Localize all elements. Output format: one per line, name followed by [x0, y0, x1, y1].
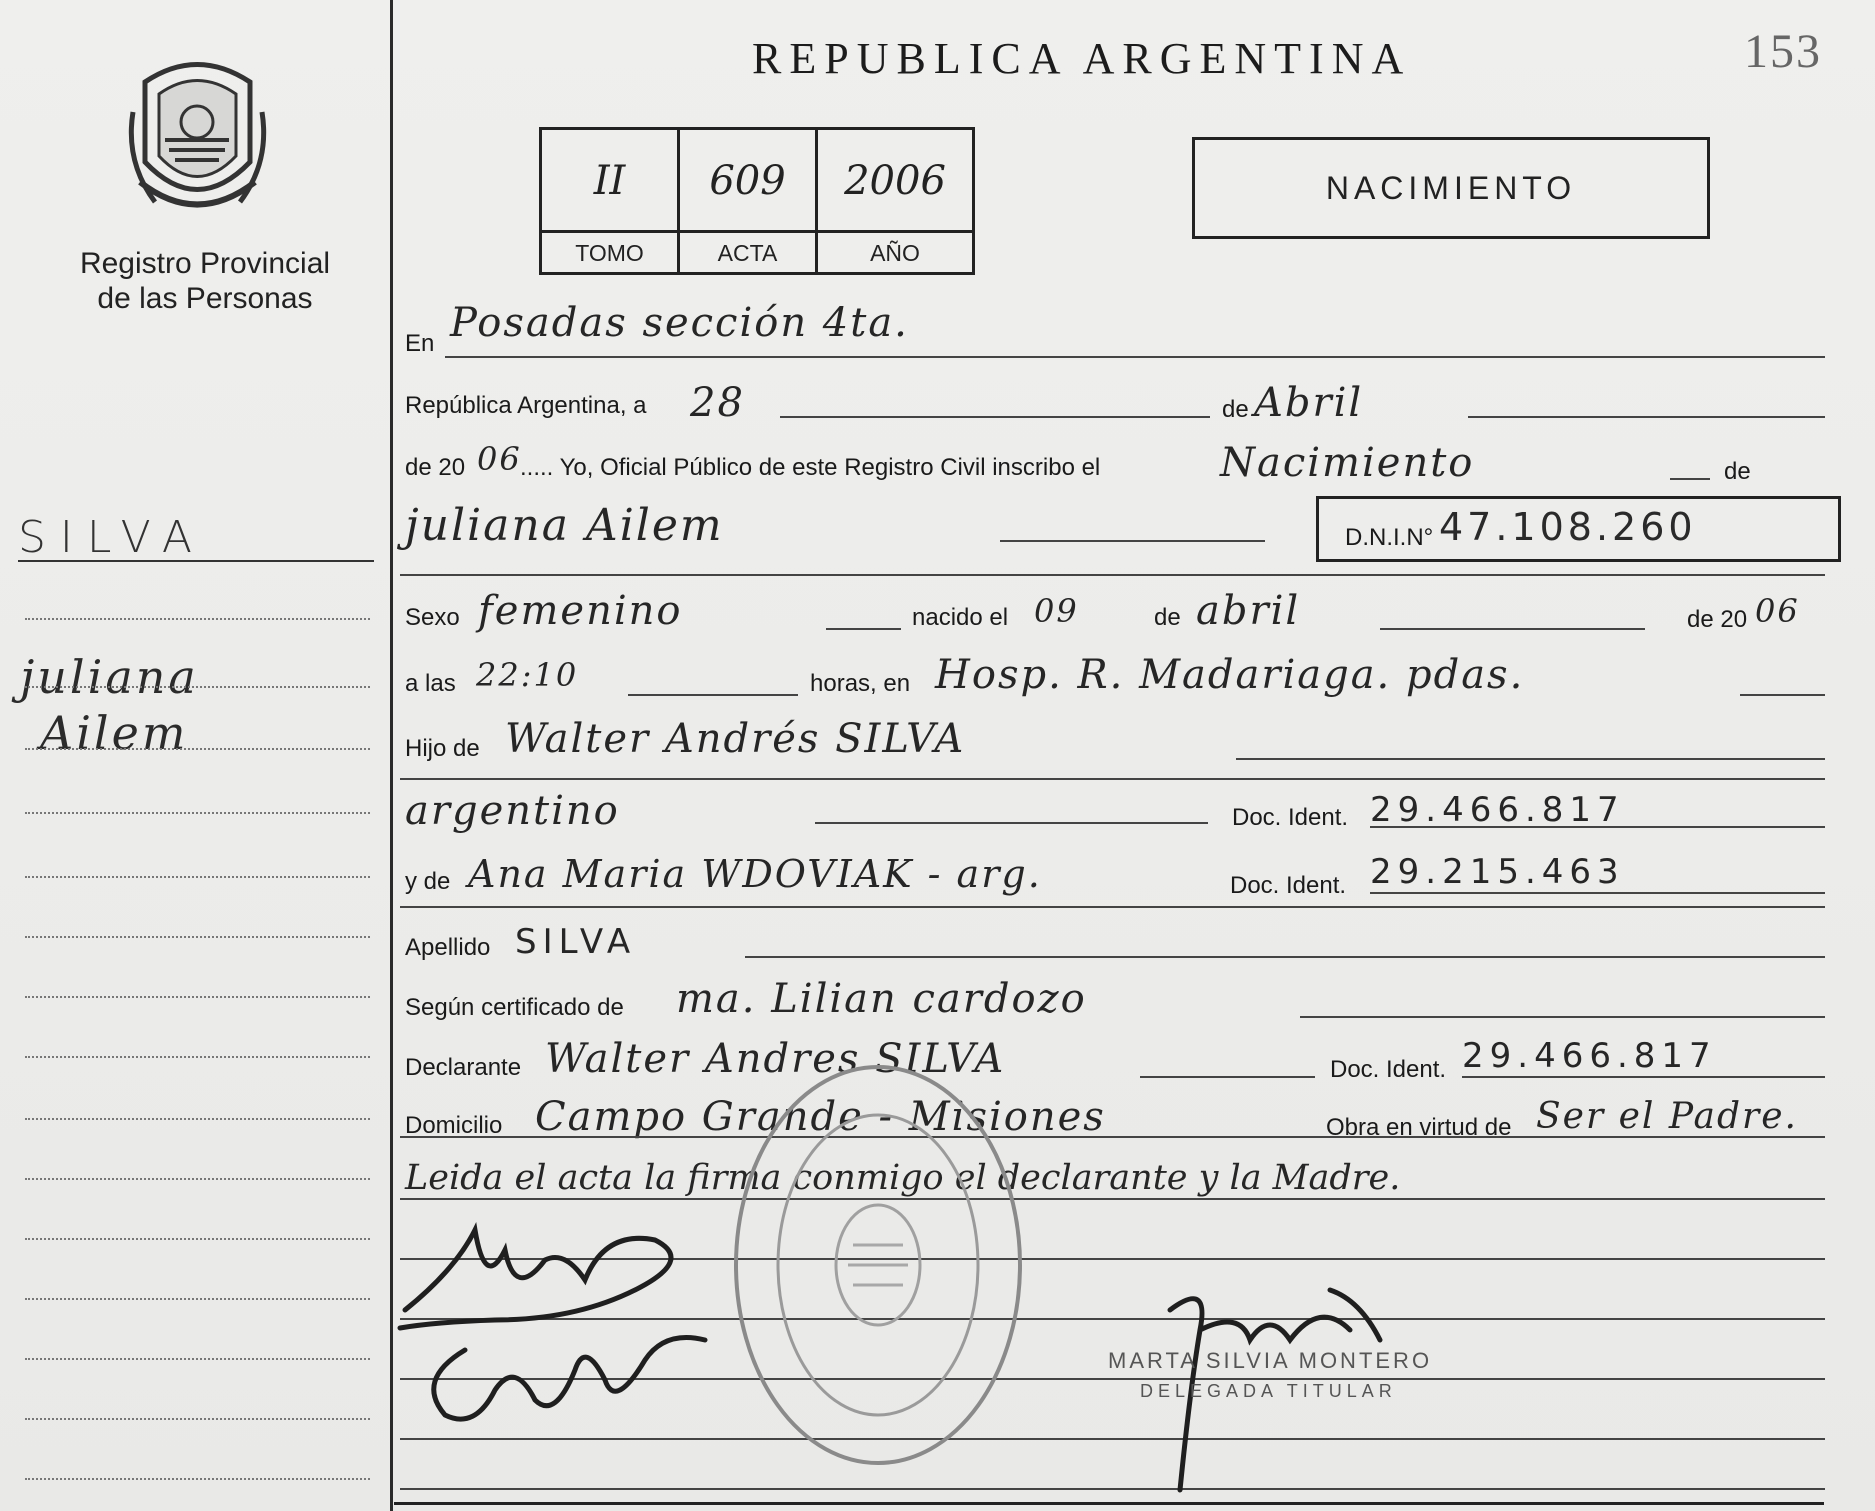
event-value: Nacimiento: [1220, 440, 1475, 486]
form-line: [826, 628, 901, 630]
margin-dotted-line: [25, 686, 370, 688]
certificate-label: Según certificado de: [405, 994, 624, 1021]
father-doc-value: 29.466.817: [1370, 790, 1625, 830]
month-value: Abril: [1254, 380, 1364, 426]
declarant-doc-value: 29.466.817: [1462, 1036, 1717, 1076]
place-value: Posadas sección 4ta.: [450, 300, 909, 346]
form-line: [445, 356, 1825, 358]
form-line: [400, 1198, 1825, 1200]
sex-value: femenino: [478, 588, 683, 634]
domicile-value: Campo Grande - Misiones: [535, 1094, 1106, 1140]
dni-box: [1316, 496, 1841, 562]
form-line: [1670, 478, 1710, 480]
margin-given-name-line1: juliana: [20, 650, 199, 704]
margin-dotted-line: [25, 876, 370, 878]
ano-label: AÑO: [818, 230, 972, 275]
born-year-label: de 20: [1687, 606, 1748, 633]
acta-value: 609: [709, 158, 786, 204]
doc-ident-label: Doc. Ident.: [1232, 804, 1349, 831]
at-label: a las: [405, 670, 456, 697]
margin-dotted-line: [25, 936, 370, 938]
form-line: [815, 822, 1208, 824]
bottom-rule: [394, 1502, 1824, 1505]
form-line: [628, 694, 798, 696]
margin-dotted-line: [25, 812, 370, 814]
sex-label: Sexo: [405, 604, 460, 631]
inscribe-label: ..... Yo, Oficial Público de este Registro Civil inscribo el: [520, 454, 1101, 481]
de-label: de: [1222, 396, 1249, 423]
born-label: nacido el: [912, 604, 1009, 631]
record-type-box: NACIMIENTO: [1192, 137, 1710, 239]
certificate-value: ma. Lilian cardozo: [676, 976, 1087, 1022]
registry-stamp-icon: [728, 1060, 1028, 1470]
margin-dotted-line: [25, 1056, 370, 1058]
coat-of-arms-icon: [125, 52, 270, 222]
margin-dotted-line: [25, 996, 370, 998]
de-label-2: de: [1724, 458, 1751, 485]
margin-dotted-line: [25, 748, 370, 750]
margin-dotted-line: [25, 1298, 370, 1300]
domicile-label: Domicilio: [405, 1112, 503, 1139]
born-year-value: 06: [1755, 592, 1800, 630]
father-value: Walter Andrés SILVA: [505, 716, 966, 762]
form-line: [1370, 892, 1825, 894]
margin-given-name-line2: Ailem: [40, 706, 189, 760]
surname-label: Apellido: [405, 934, 491, 961]
form-line: [1380, 628, 1645, 630]
tomo-value: II: [593, 158, 626, 204]
margin-dotted-line: [25, 1358, 370, 1360]
declarant-value: Walter Andres SILVA: [545, 1036, 1006, 1082]
tomo-label: TOMO: [542, 230, 677, 275]
officer-title: DELEGADA TITULAR: [1140, 1381, 1397, 1401]
de-label-3: de: [1154, 604, 1181, 631]
form-line: [1462, 1076, 1825, 1078]
margin-dotted-line: [25, 1478, 370, 1480]
folio-number: 153: [1744, 25, 1822, 78]
ano-cell: [818, 130, 972, 272]
mother-value: Ana Maria WDOVIAK - arg.: [468, 852, 1042, 896]
acta-cell: [680, 130, 818, 272]
form-line: [745, 956, 1825, 958]
form-line: [1468, 416, 1825, 418]
form-line: [400, 906, 1825, 908]
surname-value: SILVA: [515, 922, 637, 962]
margin-dotted-line: [25, 1238, 370, 1240]
registry-name-line2: de las Personas: [97, 282, 313, 315]
officer-name: MARTA SILVIA MONTERO: [1108, 1348, 1433, 1373]
margin-dotted-line: [25, 1418, 370, 1420]
day-value: 28: [690, 380, 745, 426]
acts-label: Obra en virtud de: [1326, 1114, 1512, 1141]
document-title: REPUBLICA ARGENTINA: [752, 34, 1412, 83]
form-line: [1140, 1076, 1315, 1078]
doc-ident-label: Doc. Ident.: [1330, 1056, 1447, 1083]
place-label: En: [405, 330, 435, 357]
year-prefix-label: de 20: [405, 454, 466, 481]
form-line: [780, 416, 1210, 418]
form-line: [400, 778, 1825, 780]
form-line: [400, 1136, 1825, 1138]
acta-label: ACTA: [680, 230, 815, 275]
form-line: [1000, 540, 1265, 542]
doc-ident-label: Doc. Ident.: [1230, 872, 1347, 899]
margin-surname: SILVA: [18, 512, 206, 563]
hours-label: horas, en: [810, 670, 911, 697]
republic-label: República Argentina, a: [405, 392, 647, 419]
dni-value: 47.108.260: [1439, 505, 1697, 549]
mother-doc-value: 29.215.463: [1370, 852, 1625, 892]
and-of-label: y de: [405, 868, 451, 895]
dni-label: D.N.I.N°: [1345, 524, 1434, 551]
form-line: [1236, 758, 1825, 760]
hospital-value: Hosp. R. Madariaga. pdas.: [935, 652, 1525, 698]
margin-dotted-line: [25, 1118, 370, 1120]
declarant-label: Declarante: [405, 1054, 522, 1081]
registry-name: [20, 246, 390, 316]
child-name-value: juliana Ailem: [405, 500, 724, 551]
form-line: [1370, 826, 1825, 828]
margin-rule: [18, 560, 374, 562]
born-month-value: abril: [1196, 588, 1301, 634]
closing-text: Leida el acta la firma conmigo el declarante y la Madre.: [405, 1158, 1401, 1198]
time-value: 22:10: [476, 656, 579, 694]
father-nationality-value: argentino: [405, 788, 620, 834]
tomo-cell: [542, 130, 680, 272]
form-line: [1740, 694, 1825, 696]
acts-value: Ser el Padre.: [1536, 1096, 1798, 1137]
child-of-label: Hijo de: [405, 735, 480, 762]
reference-table: [539, 127, 975, 275]
year-value: 06: [477, 440, 522, 478]
form-line: [400, 574, 1825, 576]
margin-dotted-line: [25, 618, 370, 620]
form-line: [400, 1488, 1825, 1490]
margin-dotted-line: [25, 1178, 370, 1180]
mother-signature-icon: [405, 1320, 725, 1440]
margin-column: [0, 0, 393, 1511]
form-line: [1300, 1016, 1825, 1018]
ano-value: 2006: [844, 158, 946, 204]
registry-name-line1: Registro Provincial: [79, 247, 331, 280]
born-day-value: 09: [1034, 592, 1079, 630]
